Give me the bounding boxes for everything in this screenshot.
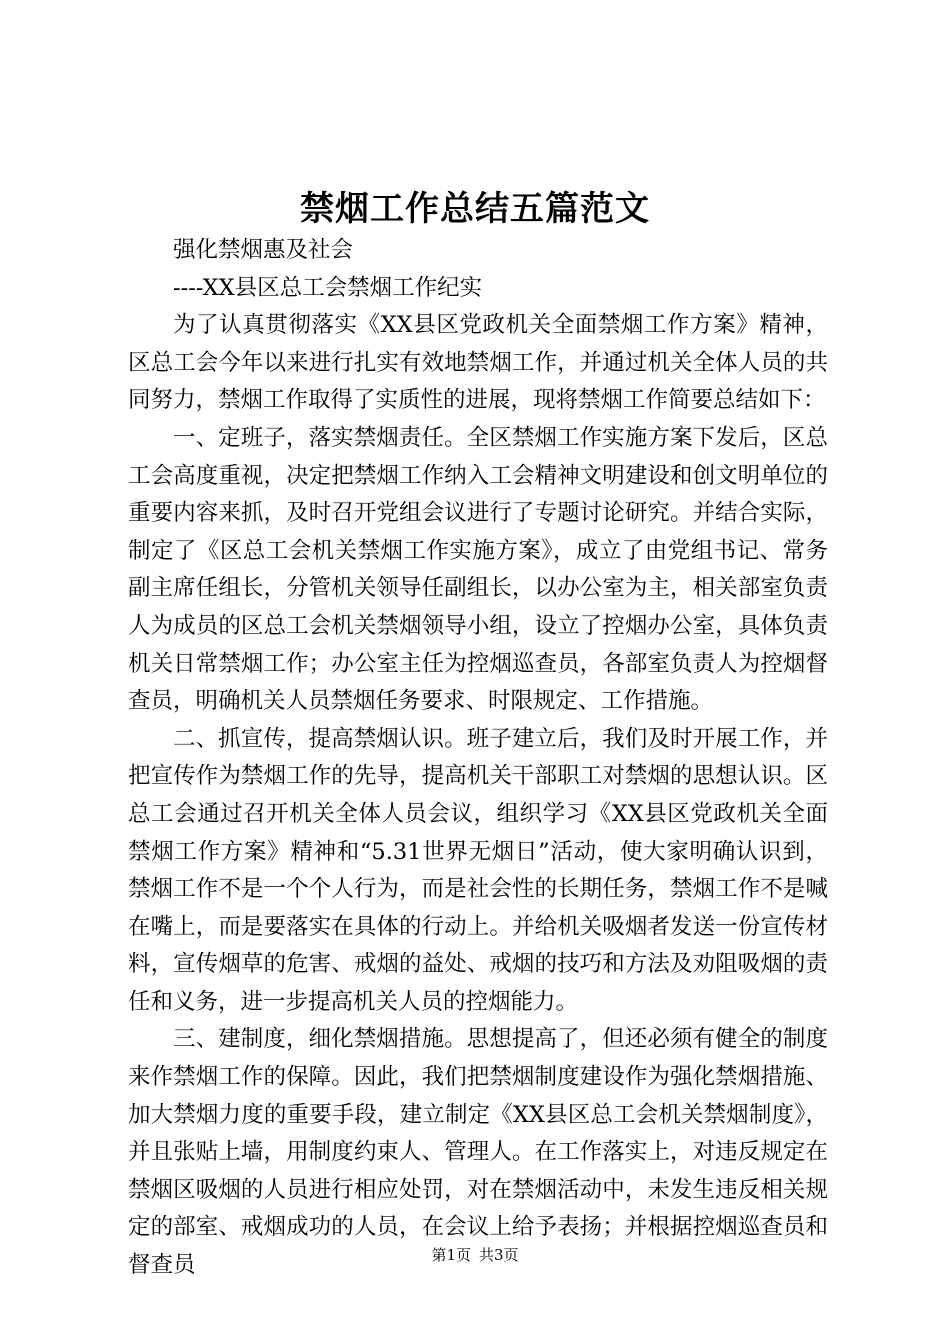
document-byline: ----XX县区总工会禁烟工作纪实 [173, 274, 483, 301]
paragraph-section-1: 一、定班子，落实禁烟责任。全区禁烟工作实施方案下发后，区总工会高度重视，决定把禁烟工作纳入工会精神文明建设和创文明单位的重要内容来抓，及时召开党组会议进行了专题讨论研究。并结合实际，制定了《区总工会机关禁烟工作实施方案》，成立了由党组书记、常务副主席任组长，分管机关领导任副组长，以办公室为主，相关部室负责人为成员的区总工会机关禁烟领导小组，设立了控烟办公室，具体负责机关日常禁烟工作；办公室主任为控烟巡查员，各部室负责人为控烟督查员，明确机关人员禁烟任务要求、时限规定、工作措施。 [128, 424, 828, 715]
page-title: 禁烟工作总结五篇范文 [300, 189, 650, 229]
page-number: 第1页 [431, 1246, 471, 1264]
paragraph-section-2: 二、抓宣传，提高禁烟认识。班子建立后，我们及时开展工作，并把宣传作为禁烟工作的先导，提高机关干部职工对禁烟的思想认识。区总工会通过召开机关全体人员会议，组织学习《XX县区党政机关全面禁烟工作方案》精神和“5.31世界无烟日”活动，使大家明确认识到，禁烟工作不是一个个人行为，而是社会性的长期任务，禁烟工作不是喊在嘴上，而是要落实在具体的行动上。并给机关吸烟者发送一份宣传材料，宣传烟草的危害、戒烟的益处、戒烟的技巧和方法及劝阻吸烟的责任和义务，进一步提高机关人员的控烟能力。 [128, 725, 828, 1015]
paragraph-intro: 为了认真贯彻落实《XX县区党政机关全面禁烟工作方案》精神，区总工会今年以来进行扎实有效地禁烟工作，并通过机关全体人员的共同努力，禁烟工作取得了实质性的进展，现将禁烟工作简要总结如下： [128, 312, 828, 414]
paragraph-section-3: 三、建制度，细化禁烟措施。思想提高了，但还必须有健全的制度来作禁烟工作的保障。因此，我们把禁烟制度建设作为强化禁烟措施、加大禁烟力度的重要手段，建立制定《XX县区总工会机关禁烟制度》，并且张贴上墙，用制度约束人、管理人。在工作落实上，对违反规定在禁烟区吸烟的人员进行相应处罚，对在禁烟活动中，未发生违反相关规定的部室、戒烟成功的人员，在会议上给予表扬；并根据控烟巡查员和督查员 [128, 1026, 828, 1279]
document-subtitle: 强化禁烟惠及社会 [173, 237, 354, 263]
document-body [128, 232, 828, 1285]
page-total: 共3页 [479, 1246, 519, 1264]
page-footer [0, 1245, 950, 1265]
